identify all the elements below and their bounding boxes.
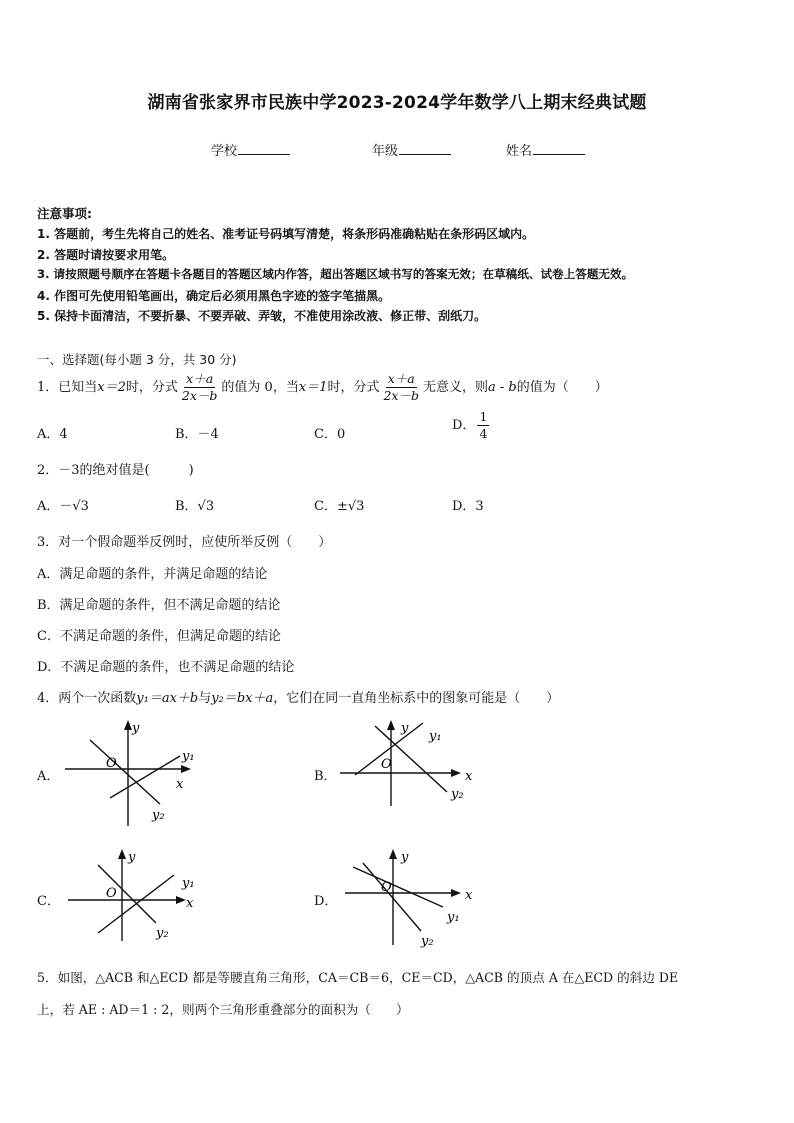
y-axis-arrow — [387, 720, 395, 730]
line-y1 — [98, 875, 174, 933]
origin-label: O — [106, 886, 117, 901]
q4-graph-a[interactable] — [60, 718, 210, 830]
grade-blank — [399, 142, 451, 155]
fraction-numerator: x＋a — [387, 371, 415, 386]
y-axis-label: y — [401, 721, 409, 736]
question-3: 3．对一个假命题举反例时，应使所举反例（ ） — [37, 535, 332, 550]
y2-label: y₂ — [451, 787, 464, 802]
y1-label: y₁ — [429, 729, 442, 744]
q2-option-b[interactable]: B．√3 — [175, 499, 215, 514]
line-y2 — [90, 740, 160, 804]
y1-label: y₁ — [182, 876, 195, 891]
note-item: 1. 答题前，考生先将自己的姓名、准考证号码填写清楚，将条形码准确粘贴在条形码区域内。 — [37, 227, 535, 241]
q4-text: 与 — [198, 691, 212, 706]
q1-text: 时，分式 — [125, 380, 178, 395]
y-axis-label: y — [128, 850, 136, 865]
origin-label: O — [381, 880, 392, 895]
y1-label: y₁ — [447, 910, 460, 925]
fraction-denominator: 4 — [479, 426, 488, 441]
grade-field — [372, 140, 451, 159]
q4-option-c-label[interactable]: C． — [37, 894, 60, 909]
y-axis-arrow — [389, 849, 397, 859]
y2-label: y₂ — [421, 934, 434, 949]
x-axis-label: x — [465, 769, 473, 784]
q4-text: ，它们在同一直角坐标系中的图象可能是（ ） — [273, 691, 560, 706]
y-axis-arrow — [124, 720, 132, 730]
line-y1 — [110, 756, 180, 798]
fraction-numerator: x＋a — [186, 371, 214, 386]
question-2: 2．－3的绝对值是( ) — [37, 463, 194, 478]
q1-option-a[interactable]: A．4 — [37, 427, 68, 442]
q3-option-b[interactable]: B．满足命题的条件，但不满足命题的结论 — [37, 598, 281, 613]
fraction-numerator: 1 — [479, 409, 488, 424]
x-axis-arrow — [451, 889, 461, 897]
q1-text: 时，分式 — [327, 380, 380, 395]
x-axis-arrow — [176, 896, 186, 904]
fraction-denominator: 2x－b — [181, 388, 218, 403]
x-axis-arrow — [181, 765, 191, 773]
question-5-line-2: 上，若 AE : AD＝1 : 2，则两个三角形重叠部分的面积为（ ） — [37, 1002, 409, 1017]
note-item: 4. 作图可先使用铅笔画出，确定后必须用黑色字迹的签字笔描黑。 — [37, 289, 391, 303]
x-axis-label: x — [465, 888, 473, 903]
q4-option-d-label[interactable]: D． — [314, 894, 338, 909]
q3-option-a[interactable]: A．满足命题的条件，并满足命题的结论 — [37, 567, 268, 582]
q1-option-d-fraction — [477, 410, 489, 441]
notes-heading: 注意事项: — [37, 206, 92, 221]
y2-label: y₂ — [156, 926, 169, 941]
q4-graph-c[interactable] — [60, 845, 210, 945]
note-item: 2. 答题时请按要求用笔。 — [37, 248, 175, 262]
q1-fraction — [381, 372, 421, 403]
question-1 — [37, 372, 608, 403]
q4-option-b-label[interactable]: B． — [314, 769, 337, 784]
q4-option-a-label[interactable]: A． — [37, 769, 60, 784]
option-label: D． — [452, 418, 476, 433]
school-label: 学校 — [211, 144, 238, 159]
q1-text: 的值为（ ） — [516, 380, 608, 395]
x-axis-label: x — [186, 896, 194, 911]
grade-label: 年级 — [372, 144, 399, 159]
q4-graph-d[interactable] — [335, 845, 485, 950]
origin-label: O — [381, 757, 392, 772]
q1-expression: a - b — [487, 380, 517, 395]
line-y1 — [353, 867, 443, 907]
name-field — [506, 140, 585, 159]
y2-label: y₂ — [152, 808, 165, 823]
q4-graph-b[interactable] — [335, 718, 485, 810]
q2-option-d[interactable]: D．3 — [452, 499, 484, 514]
q3-option-c[interactable]: C．不满足命题的条件，但满足命题的结论 — [37, 629, 281, 644]
y-axis-label: y — [132, 721, 140, 736]
question-5-line-1: 5．如图，△ACB 和△ECD 都是等腰直角三角形，CA＝CB＝6，CE＝CD，△ACB 的顶点 A 在△ECD 的斜边 DE — [37, 970, 679, 985]
fraction-denominator: 2x－b — [383, 388, 419, 403]
x-axis-label: x — [176, 777, 184, 792]
q1-option-c[interactable]: C．0 — [314, 427, 346, 442]
school-field — [211, 140, 290, 159]
q4-text: 4．两个一次函数 — [37, 691, 137, 706]
q2-option-c[interactable]: C．±√3 — [314, 499, 365, 514]
q1-text: 的值为 0，当 — [221, 380, 299, 395]
page-title: 湖南省张家界市民族中学2023-2024学年数学八上期末经典试题 — [147, 93, 647, 113]
name-label: 姓名 — [506, 144, 533, 159]
y-axis-label: y — [401, 850, 409, 865]
q4-function-2: y₂＝bx＋a — [211, 691, 274, 706]
origin-label: O — [106, 756, 117, 771]
note-item: 3. 请按照题号顺序在答题卡各题目的答题区域内作答，超出答题区域书写的答案无效；在草稿纸、试卷上答题无效。 — [37, 267, 634, 281]
y1-label: y₁ — [182, 749, 195, 764]
q1-condition: x＝2 — [97, 380, 126, 395]
q1-option-b[interactable]: B．－4 — [175, 427, 219, 442]
q1-text: 1．已知当 — [37, 380, 98, 395]
y-axis-arrow — [118, 849, 126, 859]
q4-function-1: y₁＝ax＋b — [136, 691, 199, 706]
section-heading: 一、选择题(每小题 3 分，共 30 分) — [37, 352, 237, 367]
school-blank — [238, 142, 290, 155]
q2-option-a[interactable]: A．－√3 — [37, 499, 89, 514]
note-item: 5. 保持卡面清洁，不要折暴、不要弄破、弄皱，不准使用涂改液、修正带、刮纸刀。 — [37, 309, 487, 323]
q1-option-d[interactable] — [452, 410, 491, 441]
x-axis-arrow — [451, 769, 461, 777]
name-blank — [533, 142, 585, 155]
q1-fraction — [180, 372, 220, 403]
line-y2 — [363, 863, 421, 931]
q1-condition: x＝1 — [298, 380, 328, 395]
q1-text: 无意义，则 — [422, 380, 488, 395]
q3-option-d[interactable]: D．不满足命题的条件，也不满足命题的结论 — [37, 660, 295, 675]
question-4 — [37, 687, 559, 706]
